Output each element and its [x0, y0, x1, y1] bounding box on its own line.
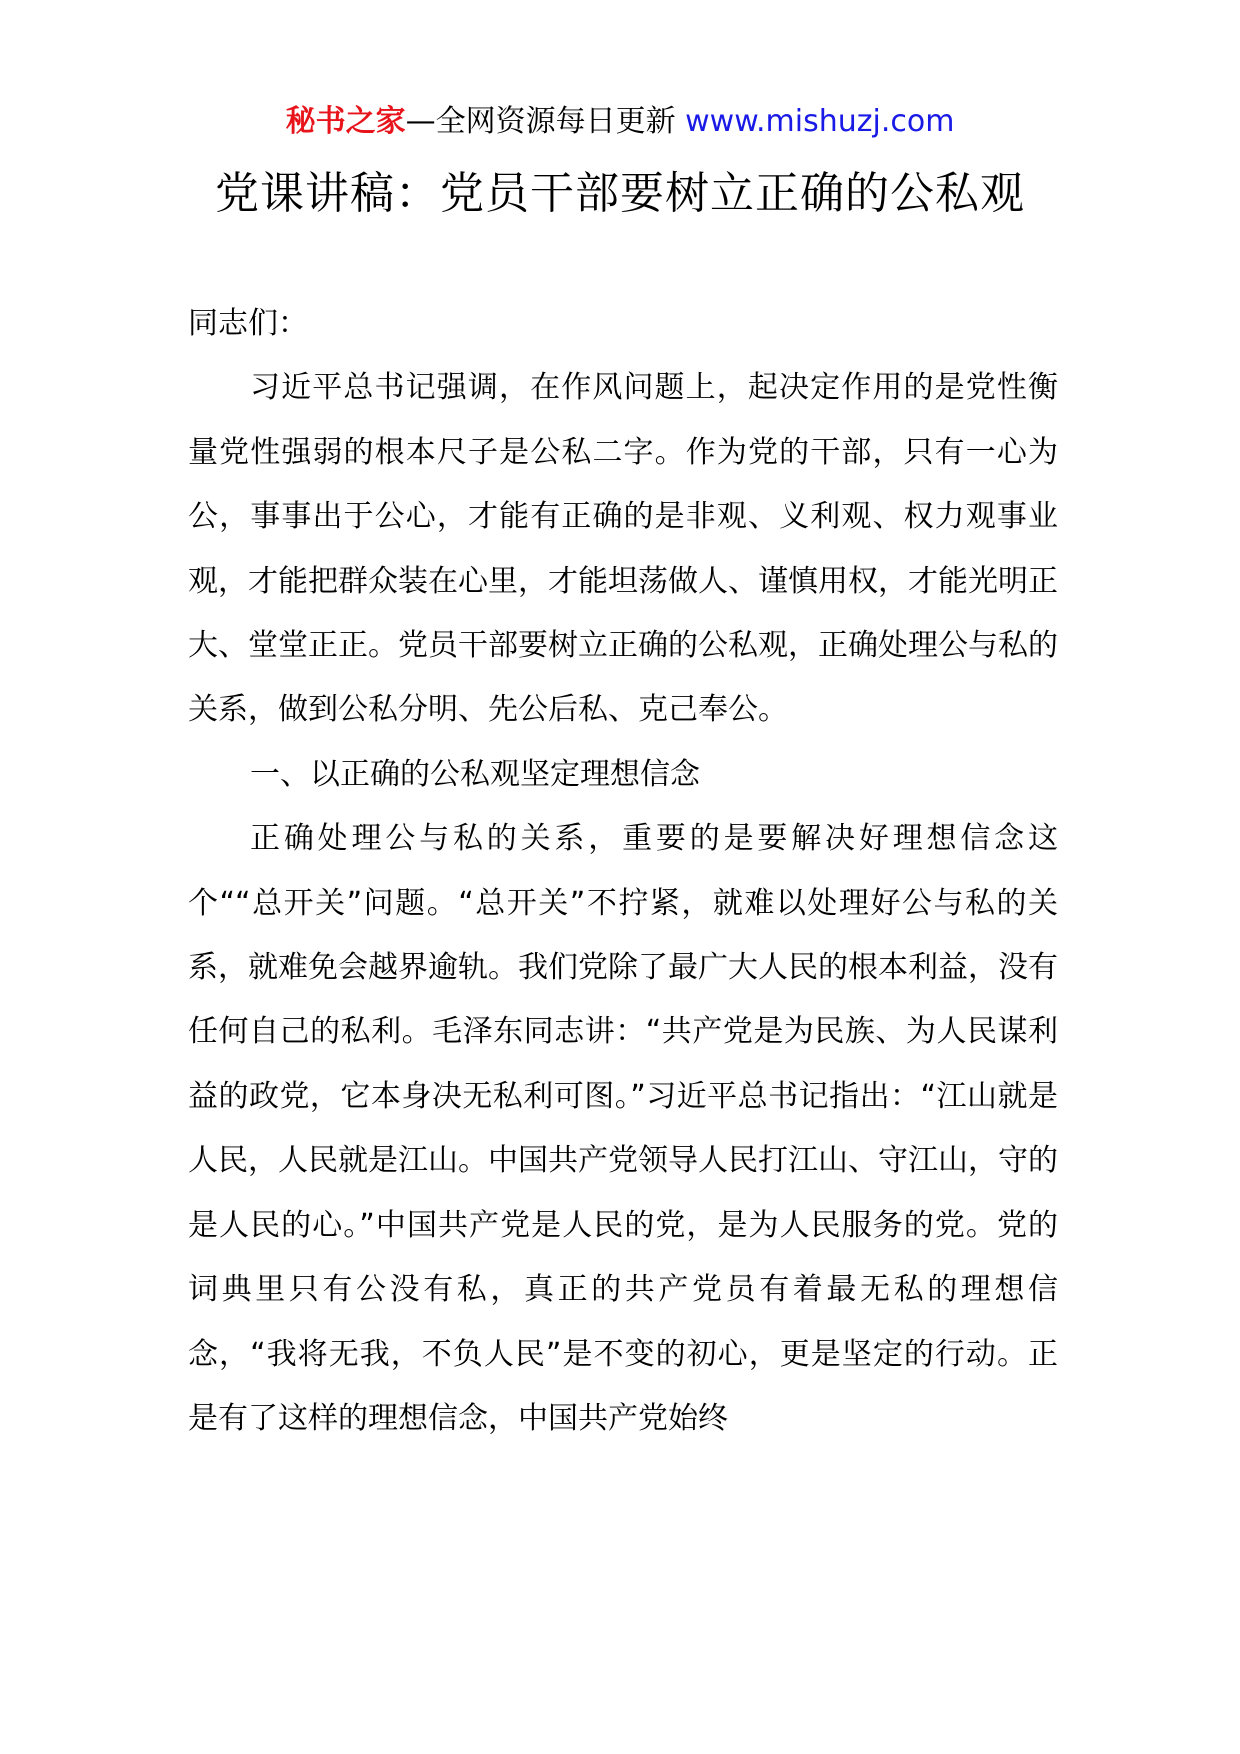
salutation: 同志们：	[188, 306, 308, 341]
paragraph-intro: 习近平总书记强调，在作风问题上，起决定作用的是党性衡量党性强弱的根本尺子是公私二字。作为党的干部，只有一心为公，事事出于公心，才能有正确的是非观、义利观、权力观事业观，才能把群众装在心里，才能坦荡做人、谨慎用权，才能光明正大、堂堂正正。党员干部要树立正确的公私观，正确处理公与私的关系，做到公私分明、先公后私、克己奉公。	[188, 370, 1058, 728]
site-slogan: —全网资源每日更新	[405, 104, 686, 139]
document-title: 党课讲稿：党员干部要树立正确的公私观	[215, 168, 1025, 219]
site-name: 秘书之家	[285, 104, 406, 139]
document-body	[188, 292, 1058, 1451]
site-header	[0, 100, 1240, 144]
site-url-link[interactable]: www.mishuzj.com	[685, 104, 955, 139]
section-heading: 一、以正确的公私观坚定理想信念	[250, 756, 700, 792]
paragraph-section-1: 正确处理公与私的关系，重要的是要解决好理想信念这个““总开关”问题。“总开关”不拧紧，就难以处理好公与私的关系，就难免会越界逾轨。我们党除了最广大人民的根本利益，没有任何自己的私利。毛泽东同志讲：“共产党是为民族、为人民谋利益的政党，它本身决无私利可图。”习近平总书记指出：“江山就是人民，人民就是江山。中国共产党领导人民打江山、守江山，守的是人民的心。”中国共产党是人民的党，是为人民服务的党。党的词典里只有公没有私，真正的共产党员有着最无私的理想信念，“我将无我，不负人民”是不变的初心，更是坚定的行动。正是有了这样的理想信念，中国共产党始终	[188, 821, 1058, 1436]
